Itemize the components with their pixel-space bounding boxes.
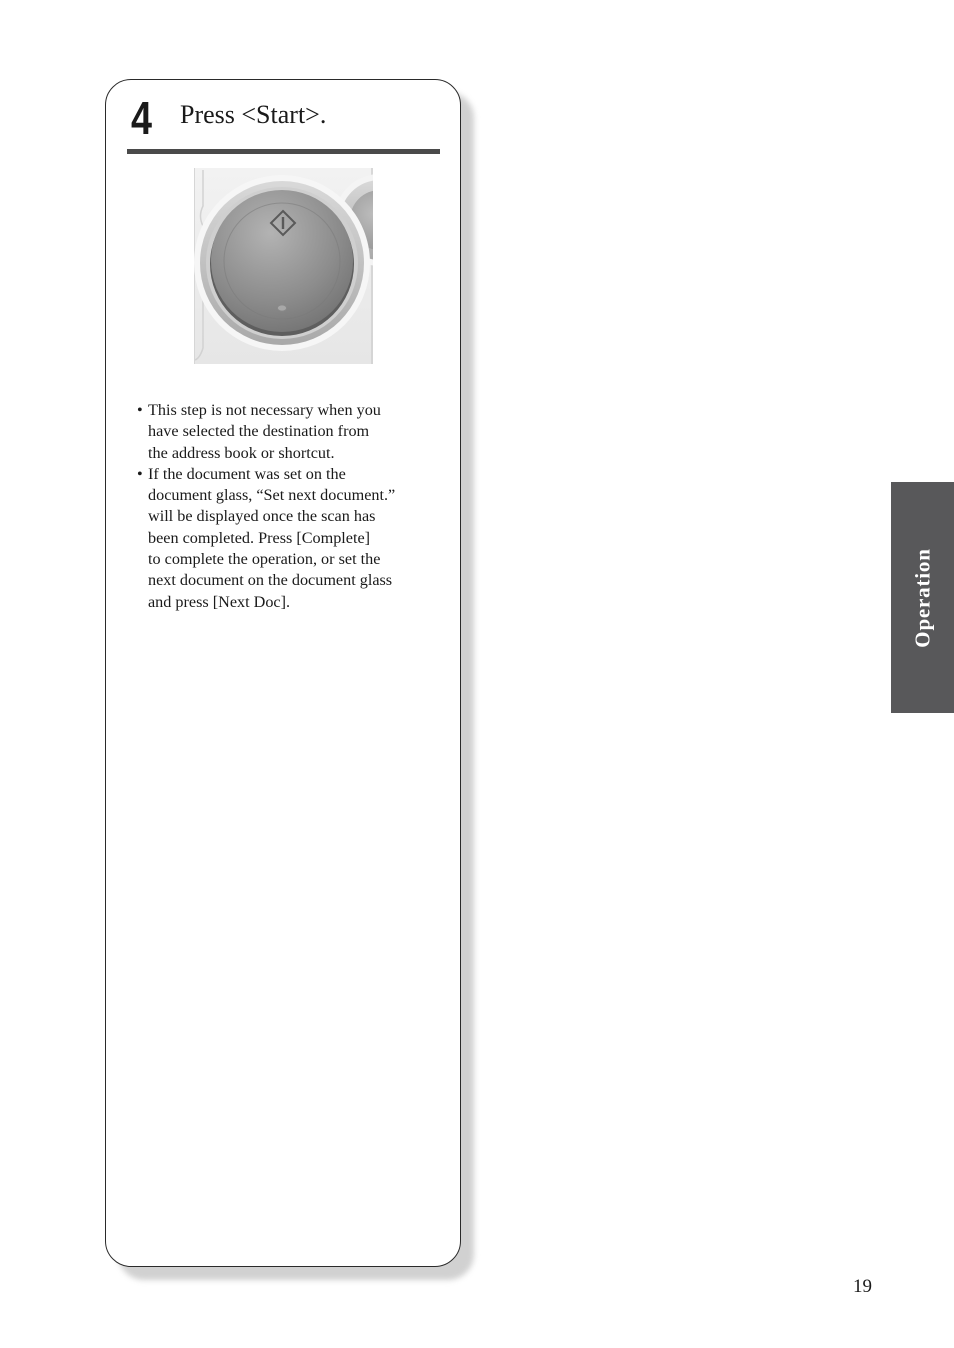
note-line: will be displayed once the scan has [148, 507, 376, 526]
section-tab[interactable] [891, 482, 954, 713]
step-title: Press <Start>. [180, 100, 327, 129]
step-divider [127, 149, 440, 154]
bullet: • [137, 464, 143, 483]
note-line: If the document was set on the [148, 464, 346, 483]
start-button-illustration [194, 168, 373, 364]
note-line: and press [Next Doc]. [148, 592, 291, 611]
note-line: document glass, “Set next document.” [148, 486, 396, 505]
note-line: next document on the document glass [148, 571, 393, 590]
step-card [105, 79, 461, 1267]
note-line: have selected the destination from [148, 422, 370, 441]
note-line: been completed. Press [Complete] [148, 528, 371, 547]
note-line: This step is not necessary when you [148, 401, 381, 419]
notes-list [137, 400, 452, 613]
note-line: to complete the operation, or set the [148, 550, 381, 569]
step-number: 4 [131, 92, 152, 144]
section-tab-label: Operation [910, 547, 934, 648]
bullet: • [137, 401, 143, 419]
page-number: 19 [853, 1276, 872, 1297]
note-item [137, 464, 452, 613]
note-line: the address book or shortcut. [148, 443, 335, 462]
note-item [137, 400, 452, 464]
